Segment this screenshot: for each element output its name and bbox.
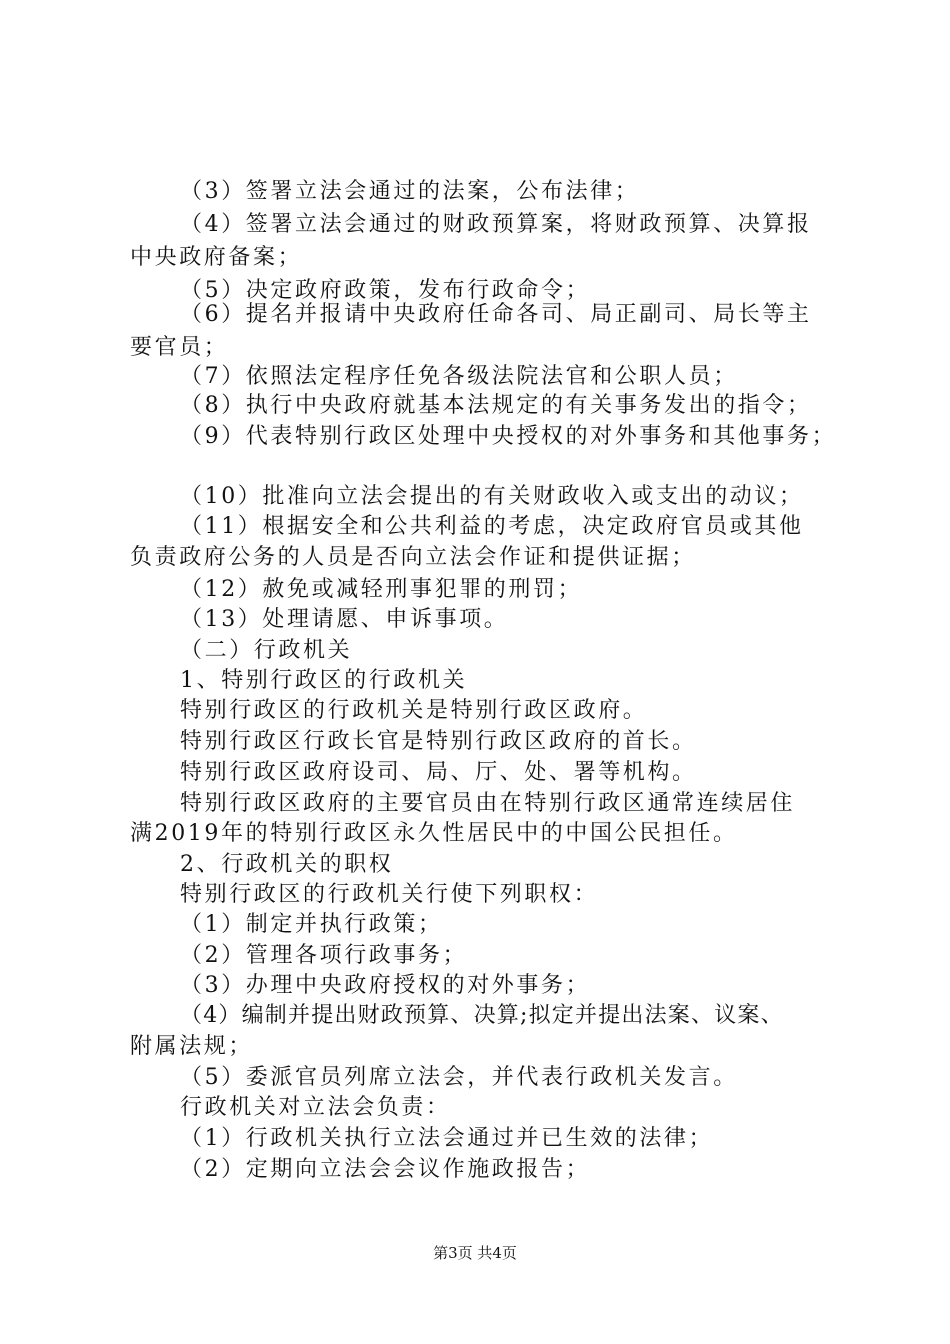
text-line: （3）办理中央政府授权的对外事务； — [180, 973, 591, 998]
text-line: 特别行政区的行政机关是特别行政区政府。 — [180, 698, 648, 723]
text-line: （2）定期向立法会会议作施政报告； — [180, 1157, 591, 1182]
text-line: 要官员； — [130, 335, 229, 360]
text-line: 负责政府公务的人员是否向立法会作证和提供证据； — [130, 545, 696, 570]
text-line: 2、行政机关的职权 — [180, 852, 394, 877]
text-line: 特别行政区的行政机关行使下列职权： — [180, 882, 599, 907]
text-line: （1）行政机关执行立法会通过并已生效的法律； — [180, 1126, 714, 1151]
text-line: （7）依照法定程序任免各级法院法官和公职人员； — [180, 364, 738, 389]
text-line: 特别行政区行政长官是特别行政区政府的首长。 — [180, 729, 697, 754]
text-line: （2）管理各项行政事务； — [180, 943, 468, 968]
text-line: 特别行政区政府设司、局、厅、处、署等机构。 — [180, 760, 697, 785]
text-line: （3）签署立法会通过的法案，公布法律； — [180, 179, 640, 204]
text-line: （4）编制并提出财政预算、决算;拟定并提出法案、议案、 — [180, 1003, 784, 1028]
text-line: （9）代表特别行政区处理中央授权的对外事务和其他事务； — [180, 424, 837, 449]
text-line: （13）处理请愿、申诉事项。 — [180, 607, 509, 632]
text-line: （11）根据安全和公共利益的考虑，决定政府官员或其他 — [180, 514, 804, 539]
text-line: （12）赦免或减轻刑事犯罪的刑罚； — [180, 577, 583, 602]
text-line: （10）批准向立法会提出的有关财政收入或支出的动议； — [180, 484, 804, 509]
text-line: （5）委派官员列席立法会，并代表行政机关发言。 — [180, 1065, 738, 1090]
text-line: 行政机关对立法会负责： — [180, 1095, 451, 1120]
text-line: （8）执行中央政府就基本法规定的有关事务发出的指令； — [180, 393, 812, 418]
text-line: 1、特别行政区的行政机关 — [180, 668, 468, 693]
text-line: 满2019年的特别行政区永久性居民中的中国公民担任。 — [130, 821, 738, 846]
text-line: 中央政府备案； — [130, 245, 303, 270]
page-number-footer: 第3页 共4页 — [433, 1244, 517, 1262]
text-line: （4）签署立法会通过的财政预算案，将财政预算、决算报 — [180, 212, 812, 237]
text-line: 附属法规； — [130, 1034, 254, 1059]
text-line: （二）行政机关 — [180, 638, 353, 663]
text-line: （6）提名并报请中央政府任命各司、局正副司、局长等主 — [180, 302, 812, 327]
text-line: （5）决定政府政策，发布行政命令； — [180, 278, 591, 303]
text-line: 特别行政区政府的主要官员由在特别行政区通常连续居住 — [180, 791, 796, 816]
text-line: （1）制定并执行政策； — [180, 912, 443, 937]
